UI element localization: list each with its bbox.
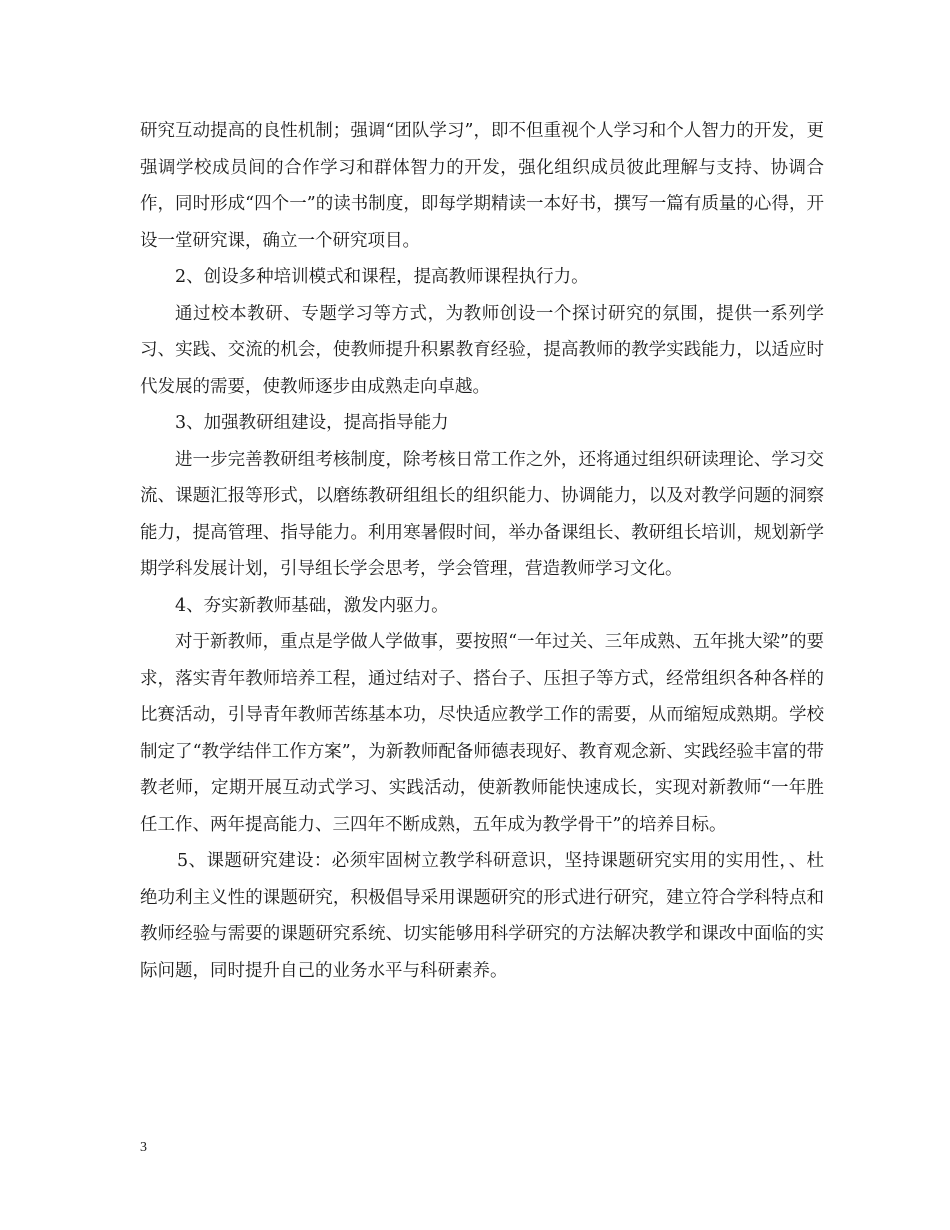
paragraph: 对于新教师，重点是学做人学做事，要按照“一年过关、三年成熟、五年挑大梁”的要求，落实青年教师培养工程，通过结对子、搭台子、压担子等方式，经常组织各种各样的比赛活动，引导青年教师苦练基本功，尽快适应教学工作的需要，从而缩短成熟期。学校制定了“教学结伴工作方案”，为新教师配备师德表现好、教育观念新、实践经验丰富的带教老师，定期开展互动式学习、实践活动，使新教师能快速成长，实现对新教师“一年胜任工作、两年提高能力、三四年不断成熟，五年成为教学骨干”的培养目标。 <box>140 632 824 835</box>
document-body <box>140 113 824 989</box>
paragraph-continued: 研究互动提高的良性机制；强调“团队学习”，即不但重视个人学习和个人智力的开发，更强调学校成员间的合作学习和群体智力的开发，强化组织成员彼此理解与支持、协调合作，同时形成“四个一”的读书制度，即每学期精读一本好书，撰写一篇有质量的心得，开设一堂研究课，确立一个研究项目。 <box>140 121 824 251</box>
section-heading-2: 2、创设多种培训模式和课程，提高教师课程执行力。 <box>175 267 589 287</box>
paragraph: 通过校本教研、专题学习等方式，为教师创设一个探讨研究的氛围，提供一系列学习、实践、交流的机会，使教师提升积累教育经验，提高教师的教学实践能力，以适应时代发展的需要，使教师逐步由成熟走向卓越。 <box>140 303 824 397</box>
section-heading-3: 3、加强教研组建设，提高指导能力 <box>175 413 449 433</box>
section-heading-5: 5、课题研究建设：必须牢固树立教学科研意识，坚持课题研究实用的实用性，、杜绝功利主义性的课题研究，积极倡导采用课题研究的形式进行研究，建立符合学科特点和教师经验与需要的课题研究系统、切实能够用科学研究的方法解决教学和课改中面临的实际问题，同时提升自己的业务水平与科研素养。 <box>140 851 824 981</box>
paragraph: 进一步完善教研组考核制度，除考核日常工作之外，还将通过组织研读理论、学习交流、课题汇报等形式，以磨练教研组组长的组织能力、协调能力，以及对教学问题的洞察能力，提高管理、指导能力。利用寒暑假时间，举办备课组长、教研组长培训，规划新学期学科发展计划，引导组长学会思考，学会管理，营造教师学习文化。 <box>140 449 824 579</box>
page-number: 3 <box>140 1140 147 1155</box>
section-heading-4: 4、夯实新教师基础，激发内驱力。 <box>175 595 449 616</box>
